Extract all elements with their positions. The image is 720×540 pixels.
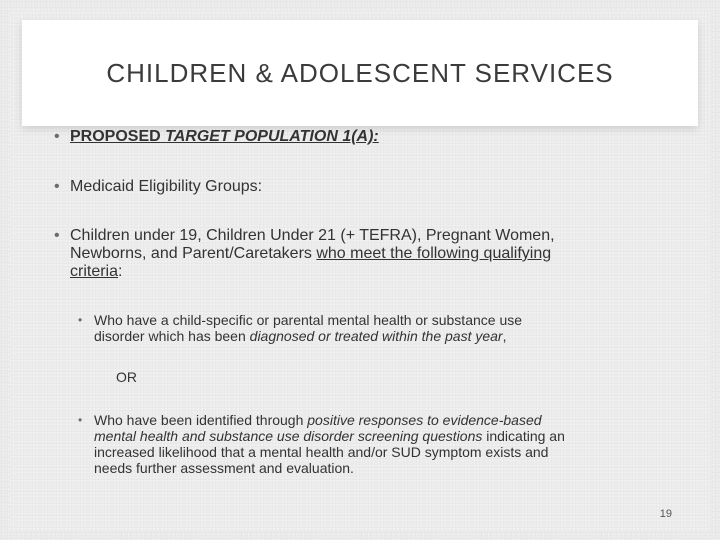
bullet-medicaid-groups [54,178,262,196]
bullet-icon: • [54,128,60,145]
page-number: 19 [659,508,672,520]
target-population-label: TARGET POPULATION 1(A): [165,128,379,145]
diagnosed-line-1: Who have a child-specific or parental mental health or substance use [94,312,523,328]
screening-line-2: indicating an [482,428,565,444]
screening-line-1: Who have been identified through [94,412,308,428]
bullet-eligible-population: • Children under 19, Children Under 21 (+ TEFRA), Pregnant Women, Newborns, and Parent/Caretakers who meet the following qualifying criteria: [54,227,555,280]
bullet-icon: • [54,227,60,244]
screening-line-4: needs further assessment and evaluation. [94,460,354,476]
screening-line-3: increased likelihood that a mental health and/or SUD symptom exists and [94,444,549,460]
bullet-icon: • [78,413,83,427]
eligible-criteria: criteria [70,263,119,280]
screening-emphasis-1: positive responses to evidence-based [307,412,542,428]
diagnosed-emphasis: diagnosed or treated within the past year [249,328,503,344]
medicaid-groups-text: Medicaid Eligibility Groups: [70,178,263,195]
sub-bullet-diagnosed: • Who have a child-specific or parental mental health or substance use disorder which has been diagnosed or treated within the past year, [78,312,523,344]
diagnosed-line-2: disorder which has been [94,328,250,344]
proposed-label: PROPOSED [70,128,161,145]
slide-title: CHILDREN & ADOLESCENT SERVICES [106,57,614,88]
or-label: OR [116,369,137,385]
sub-bullet-screening [78,412,565,476]
eligible-qualifying: who meet the following qualifying [316,245,552,262]
bullet-icon: • [54,178,60,195]
bullet-target-population [54,128,379,146]
screening-emphasis-2: mental health and substance use disorder screening questions [94,428,483,444]
eligible-line-1: Children under 19, Children Under 21 (+ TEFRA), Pregnant Women, [70,227,555,244]
eligible-line-2: Newborns, and Parent/Caretakers [70,245,317,262]
bullet-icon: • [78,313,83,327]
